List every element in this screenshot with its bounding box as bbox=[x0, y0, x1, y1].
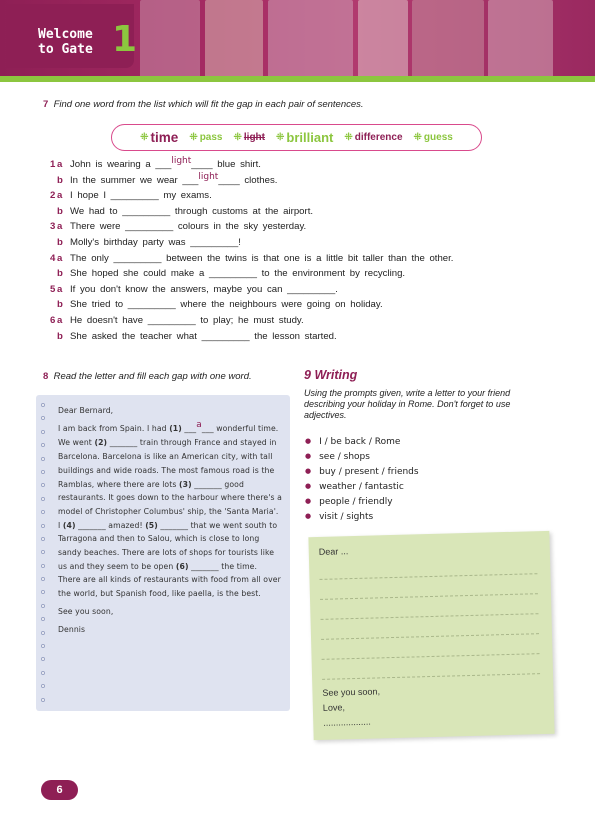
ex9-heading bbox=[304, 368, 357, 382]
binder-hole bbox=[41, 470, 45, 474]
binder-hole bbox=[41, 457, 45, 461]
unit-number: 1 bbox=[112, 19, 138, 60]
prompt-item: ● weather / fantastic bbox=[305, 480, 419, 495]
ex8-number: 8 bbox=[43, 371, 49, 382]
banner-stripe bbox=[0, 76, 595, 82]
sentence-text: Molly's birthday party was _________! bbox=[70, 236, 241, 248]
item-letter: a bbox=[57, 221, 63, 233]
sentence-text: We had to _________ through customs at the airport. bbox=[70, 205, 314, 217]
ex7-instruction-line bbox=[43, 99, 364, 110]
bullet-icon: ⁜ bbox=[413, 132, 422, 143]
sentence-row bbox=[40, 329, 500, 345]
page-number: 6 bbox=[41, 780, 78, 800]
banner-photo-6 bbox=[488, 0, 553, 78]
binder-hole bbox=[41, 510, 45, 514]
word-item: ⁜ time bbox=[140, 130, 179, 145]
item-letter: b bbox=[57, 330, 63, 342]
letter-paragraph: I am back from Spain. I had (1) ___a___ wonderful time. We went (2) _______ train through France and stayed in Barcelona. Barcelona is like an American city, with tall buildings and wide roads. The most famous road is the Ramblas, where there are lots (3) _______ good restaurants. It goes down to the harbour where there's a model of Christopher Columbus' ship, the 'Santa Maria'. I (4) _______ amazed! (5) _______ that we went south to Tarragona and then to Salou, which is close to long sandy beaches. There are lots of shops for tourists like us and they seem to be open (6) _______ the time. There are all kinds of restaurants with food from all over the world, but Spanish food, like paella, is the best. bbox=[58, 419, 282, 599]
banner-photo-3 bbox=[268, 0, 353, 78]
sentence-row bbox=[40, 282, 500, 298]
filled-answer: light bbox=[171, 156, 192, 166]
item-number: 5 bbox=[50, 283, 56, 295]
writing-note bbox=[308, 531, 554, 740]
sentence-text: I hope I _________ my exams. bbox=[70, 190, 212, 202]
sentence-row bbox=[40, 204, 500, 220]
sentence-row bbox=[40, 157, 500, 173]
sentence-text: She hoped she could make a _________ to the environment by recycling. bbox=[70, 268, 406, 280]
item-letter: a bbox=[57, 252, 63, 264]
binder-hole bbox=[41, 617, 45, 621]
sentence-text: She asked the teacher what _________ the lesson started. bbox=[70, 330, 337, 342]
sentence-text: John is wearing a ___light____ blue shirt. bbox=[70, 156, 261, 170]
binder-hole bbox=[41, 430, 45, 434]
item-number: 1 bbox=[50, 159, 56, 170]
binder-hole bbox=[41, 416, 45, 420]
gap-number: (3) bbox=[179, 479, 192, 489]
prompt-item: ● visit / sights bbox=[305, 510, 419, 525]
letter-signature: Dennis bbox=[58, 624, 86, 634]
binder-hole bbox=[41, 684, 45, 688]
binder-hole bbox=[41, 524, 45, 528]
item-number: 2 bbox=[50, 190, 56, 202]
sentence-row bbox=[40, 266, 500, 282]
letter-body bbox=[58, 404, 282, 640]
binder-hole bbox=[41, 403, 45, 407]
sentence-row bbox=[40, 219, 500, 235]
bullet-icon: ⁜ bbox=[189, 132, 198, 143]
filled-answer: light bbox=[198, 171, 219, 182]
gap-number: (4) bbox=[62, 520, 76, 530]
banner-photo-5 bbox=[412, 0, 484, 78]
binder-hole bbox=[41, 537, 45, 541]
item-letter: b bbox=[57, 205, 63, 217]
sentence-row bbox=[40, 188, 500, 204]
banner-photo-4 bbox=[358, 0, 408, 78]
ex9-number: 9 bbox=[304, 368, 311, 382]
word-item: ⁜ brilliant bbox=[276, 130, 334, 145]
ex7-number: 7 bbox=[43, 99, 49, 110]
banner-photo-1 bbox=[140, 0, 200, 78]
letter-greeting: Dear Bernard, bbox=[58, 406, 114, 415]
binder-hole bbox=[41, 443, 45, 447]
sentence-text: She tried to _________ where the neighbours were going on holiday. bbox=[70, 299, 383, 311]
binder-hole bbox=[41, 497, 45, 501]
prompt-item: ● buy / present / friends bbox=[305, 465, 419, 480]
binder-hole bbox=[41, 483, 45, 487]
binder-hole bbox=[41, 698, 45, 702]
ex9-instruction: Using the prompts given, write a letter to your friend describing your holiday in Rome. Don't forget to use adjectives. bbox=[304, 388, 511, 420]
note-closing: See you soon, bbox=[322, 686, 381, 698]
item-number: 3 bbox=[50, 221, 56, 233]
prompt-item: ● people / friendly bbox=[305, 495, 419, 510]
unit-title-line2: to Gate bbox=[38, 42, 93, 57]
gap-number: (2) bbox=[94, 438, 108, 448]
ex8-instruction: Read the letter and fill each gap with one word. bbox=[53, 371, 252, 382]
sentence-row bbox=[40, 313, 500, 329]
filled-answer: a bbox=[196, 419, 202, 430]
sentence-text: If you don't know the answers, maybe you can _________. bbox=[70, 283, 338, 295]
bullet-icon: ⁜ bbox=[233, 132, 242, 143]
note-love: Love, bbox=[322, 702, 346, 713]
binder-hole bbox=[41, 577, 45, 581]
prompt-item: ● I / be back / Rome bbox=[305, 435, 419, 450]
sentence-text: In the summer we wear ___light____ clothes. bbox=[70, 171, 278, 186]
item-letter: b bbox=[57, 299, 63, 311]
item-number: 4 bbox=[50, 252, 56, 264]
item-number: 6 bbox=[50, 314, 56, 326]
word-item: ⁜ guess bbox=[413, 132, 453, 143]
item-letter: a bbox=[57, 314, 63, 326]
note-signature-line: ................... bbox=[323, 716, 371, 728]
item-letter: a bbox=[57, 190, 63, 202]
ex7-sentence-list bbox=[40, 157, 500, 344]
word-item-used: ⁜ light bbox=[233, 132, 265, 143]
binder-hole bbox=[41, 644, 45, 648]
item-letter: a bbox=[57, 159, 63, 170]
binder-hole bbox=[41, 657, 45, 661]
binder-hole bbox=[41, 564, 45, 568]
word-item: ⁜ difference bbox=[344, 132, 403, 143]
sentence-text: There were _________ colours in the sky yesterday. bbox=[70, 221, 307, 233]
gap-number: (6) bbox=[175, 561, 189, 571]
gap-number: (1) bbox=[169, 423, 182, 433]
binder-hole bbox=[41, 631, 45, 635]
ex9-title: Writing bbox=[314, 368, 358, 382]
unit-title-line1: Welcome bbox=[38, 27, 93, 42]
binder-hole bbox=[41, 590, 45, 594]
item-letter: b bbox=[57, 236, 63, 248]
item-letter: a bbox=[57, 283, 63, 295]
gap-number: (5) bbox=[145, 520, 158, 530]
ex7-instruction: Find one word from the list which will fit the gap in each pair of sentences. bbox=[53, 99, 364, 110]
binder-hole bbox=[41, 550, 45, 554]
sentence-text: The only _________ between the twins is that one is a little bit taller than the other. bbox=[70, 252, 454, 264]
bullet-icon: ⁜ bbox=[140, 132, 149, 143]
sentence-row bbox=[40, 173, 500, 189]
item-letter: b bbox=[57, 174, 63, 186]
bullet-icon: ⁜ bbox=[276, 132, 285, 143]
ex8-instruction-line bbox=[43, 371, 252, 382]
prompt-item: ● see / shops bbox=[305, 450, 419, 465]
word-item: ⁜ pass bbox=[189, 132, 223, 143]
sentence-text: He doesn't have _________ to play; he must study. bbox=[70, 314, 304, 326]
prompt-list bbox=[305, 435, 419, 525]
unit-banner bbox=[0, 0, 595, 78]
banner-photo-2 bbox=[205, 0, 263, 78]
word-list-box bbox=[111, 124, 482, 151]
sentence-row bbox=[40, 251, 500, 267]
unit-title bbox=[38, 27, 93, 57]
letter-paper bbox=[36, 395, 290, 711]
note-greeting: Dear ... bbox=[318, 546, 349, 557]
sentence-row bbox=[40, 297, 500, 313]
binder-hole bbox=[41, 671, 45, 675]
sentence-row bbox=[40, 235, 500, 251]
bullet-icon: ⁜ bbox=[344, 132, 353, 143]
item-letter: b bbox=[57, 268, 63, 280]
letter-closing: See you soon, bbox=[58, 606, 114, 616]
writing-line[interactable] bbox=[322, 654, 540, 680]
binder-holes bbox=[41, 403, 47, 711]
binder-hole bbox=[41, 604, 45, 608]
